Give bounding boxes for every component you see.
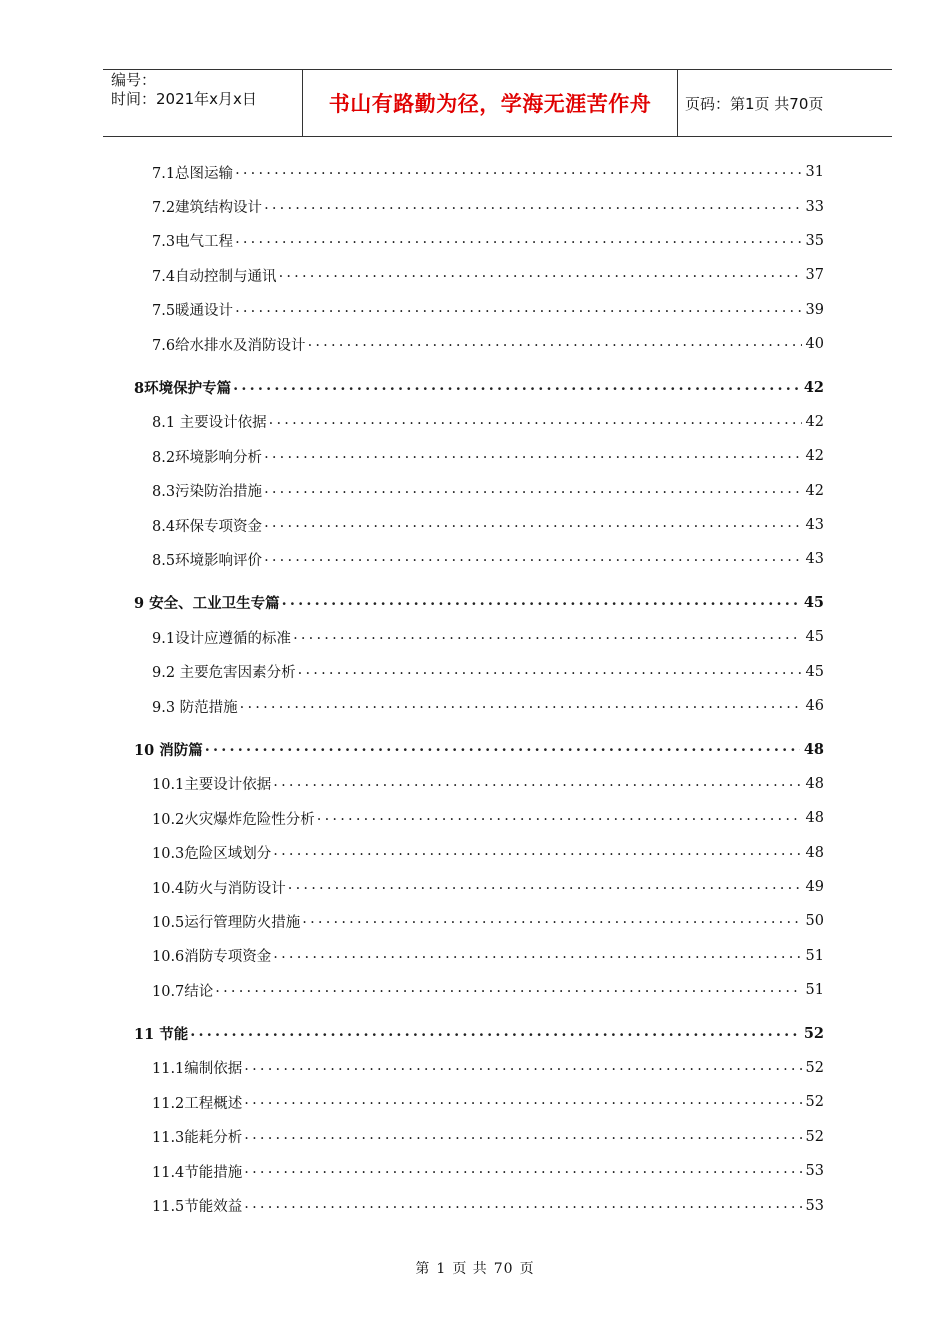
- toc-entry-page: 52: [803, 1025, 824, 1043]
- toc-section-row[interactable]: [134, 405, 824, 439]
- toc-entry-page: 53: [805, 1197, 824, 1214]
- toc-entry-page: 46: [805, 698, 824, 715]
- toc-entry-title: 8.1 主要设计依据: [152, 415, 267, 432]
- toc-dot-leader: [298, 663, 802, 681]
- toc-chapter-row[interactable]: [134, 1016, 824, 1050]
- toc-entry-title: 9.1设计应遵循的标准: [152, 630, 292, 647]
- toc-entry-page: 42: [805, 482, 824, 499]
- toc-dot-leader: [244, 1093, 801, 1111]
- toc-entry-page: 45: [805, 629, 824, 646]
- toc-entry-title: 9.3 防范措施: [152, 699, 238, 716]
- toc-entry-title: 10.3危险区域划分: [152, 846, 272, 863]
- toc-entry-page: 52: [805, 1059, 824, 1076]
- toc-entry-title: 10.4防火与消防设计: [152, 880, 286, 897]
- toc-dot-leader: [264, 447, 801, 465]
- toc-entry-page: 37: [805, 267, 824, 284]
- toc-entry-page: 39: [805, 301, 824, 318]
- toc-entry-page: 45: [803, 594, 824, 612]
- toc-section-row[interactable]: [134, 1154, 824, 1188]
- toc-section-row[interactable]: [134, 835, 824, 869]
- toc-section-row[interactable]: [134, 189, 824, 223]
- toc-dot-leader: [282, 594, 800, 612]
- toc-section-row[interactable]: [134, 801, 824, 835]
- footer-current-page: 1: [436, 1261, 447, 1277]
- toc-dot-leader: [317, 809, 802, 827]
- toc-dot-leader: [264, 550, 801, 568]
- toc-dot-leader: [235, 232, 801, 250]
- footer-suffix: 页: [519, 1261, 535, 1277]
- toc-entry-title: 8环境保护专篇: [134, 380, 232, 398]
- footer-middle: 页 共: [452, 1261, 488, 1277]
- toc-section-row[interactable]: [134, 293, 824, 327]
- toc-dot-leader: [240, 697, 802, 715]
- toc-section-row[interactable]: [134, 1188, 824, 1222]
- toc-section-row[interactable]: [134, 904, 824, 938]
- toc-entry-page: 42: [805, 448, 824, 465]
- toc-entry-page: 52: [805, 1128, 824, 1145]
- toc-dot-leader: [293, 628, 801, 646]
- toc-entry-title: 7.4自动控制与通讯: [152, 268, 277, 285]
- toc-entry-page: 31: [805, 164, 824, 181]
- toc-section-row[interactable]: [134, 654, 824, 688]
- toc-section-row[interactable]: [134, 689, 824, 723]
- toc-entry-title: 11.3能耗分析: [152, 1130, 243, 1147]
- toc-chapter-row[interactable]: [134, 732, 824, 766]
- toc-dot-leader: [215, 981, 801, 999]
- toc-entry-page: 52: [805, 1094, 824, 1111]
- toc-entry-page: 51: [805, 947, 824, 964]
- toc-section-row[interactable]: [134, 327, 824, 361]
- toc-entry-page: 35: [805, 232, 824, 249]
- toc-entry-title: 7.6给水排水及消防设计: [152, 337, 306, 354]
- toc-entry-page: 51: [805, 982, 824, 999]
- toc-dot-leader: [190, 1025, 800, 1043]
- toc-dot-leader: [269, 413, 802, 431]
- toc-entry-page: 43: [805, 551, 824, 568]
- toc-section-row[interactable]: [134, 939, 824, 973]
- serial-label: 编号：: [111, 71, 157, 89]
- toc-entry-title: 8.3污染防治措施: [152, 484, 263, 501]
- toc-dot-leader: [244, 1128, 801, 1146]
- footer-total-pages: 70: [493, 1261, 514, 1277]
- toc-entry-title: 11.1编制依据: [152, 1061, 243, 1078]
- toc-entry-page: 43: [805, 517, 824, 534]
- toc-section-row[interactable]: [134, 767, 824, 801]
- toc-entry-title: 10.1主要设计依据: [152, 777, 272, 794]
- toc-dot-leader: [244, 1059, 801, 1077]
- toc-dot-leader: [244, 1197, 801, 1215]
- toc-entry-title: 8.5环境影响评价: [152, 552, 263, 569]
- toc-dot-leader: [264, 516, 801, 534]
- time-label: 时间：2021年x月x日: [111, 90, 257, 108]
- toc-section-row[interactable]: [134, 542, 824, 576]
- toc-dot-leader: [244, 1162, 801, 1180]
- page-header: [103, 69, 892, 137]
- toc-entry-page: 42: [805, 413, 824, 430]
- toc-dot-leader: [264, 198, 801, 216]
- toc-entry-title: 7.2建筑结构设计: [152, 200, 263, 217]
- toc-chapter-row[interactable]: [134, 586, 824, 620]
- toc-entry-page: 40: [805, 336, 824, 353]
- header-meta: [103, 70, 303, 136]
- toc-chapter-row[interactable]: [134, 370, 824, 404]
- toc-section-row[interactable]: [134, 439, 824, 473]
- toc-entry-title: 10.7结论: [152, 983, 214, 1000]
- toc-entry-page: 48: [805, 775, 824, 792]
- toc-entry-title: 8.4环保专项资金: [152, 518, 263, 535]
- toc-section-row[interactable]: [134, 1085, 824, 1119]
- toc-entry-title: 10 消防篇: [134, 741, 203, 759]
- toc-dot-leader: [233, 379, 800, 397]
- toc-section-row[interactable]: [134, 155, 824, 189]
- page-footer: [0, 1258, 950, 1278]
- toc-entry-title: 11.4节能措施: [152, 1164, 243, 1181]
- toc-entry-title: 10.5运行管理防火措施: [152, 914, 301, 931]
- toc-entry-title: 7.1总图运输: [152, 165, 234, 182]
- toc-dot-leader: [235, 301, 801, 319]
- toc-entry-title: 11.2工程概述: [152, 1095, 243, 1112]
- toc-section-row[interactable]: [134, 224, 824, 258]
- toc-entry-page: 48: [805, 844, 824, 861]
- toc-dot-leader: [273, 947, 801, 965]
- toc-entry-page: 50: [805, 913, 824, 930]
- header-page-info: 页码：第1页 共70页: [685, 94, 824, 113]
- toc-dot-leader: [264, 482, 801, 500]
- table-of-contents: [134, 155, 824, 1223]
- toc-section-row[interactable]: [134, 973, 824, 1007]
- toc-entry-title: 10.6消防专项资金: [152, 949, 272, 966]
- toc-entry-title: 11 节能: [134, 1026, 189, 1044]
- toc-entry-title: 8.2环境影响分析: [152, 449, 263, 466]
- toc-dot-leader: [288, 878, 802, 896]
- toc-entry-page: 33: [805, 198, 824, 215]
- toc-section-row[interactable]: [134, 1120, 824, 1154]
- toc-section-row[interactable]: [134, 870, 824, 904]
- toc-entry-page: 48: [803, 740, 824, 758]
- toc-section-row[interactable]: [134, 620, 824, 654]
- toc-entry-page: 53: [805, 1163, 824, 1180]
- toc-section-row[interactable]: [134, 258, 824, 292]
- toc-entry-title: 9 安全、工业卫生专篇: [134, 595, 280, 613]
- toc-entry-page: 48: [805, 810, 824, 827]
- toc-dot-leader: [235, 163, 801, 181]
- toc-dot-leader: [279, 266, 802, 284]
- header-motto: 书山有路勤为径，学海无涯苦作舟: [303, 70, 678, 136]
- footer-prefix: 第: [415, 1261, 431, 1277]
- toc-dot-leader: [205, 740, 800, 758]
- toc-entry-page: 42: [803, 379, 824, 397]
- toc-entry-title: 7.5暖通设计: [152, 303, 234, 320]
- toc-entry-title: 10.2火灾爆炸危险性分析: [152, 811, 315, 828]
- toc-section-row[interactable]: [134, 1051, 824, 1085]
- toc-dot-leader: [302, 912, 801, 930]
- toc-dot-leader: [273, 844, 801, 862]
- toc-entry-title: 9.2 主要危害因素分析: [152, 665, 296, 682]
- toc-entry-page: 45: [805, 663, 824, 680]
- toc-section-row[interactable]: [134, 474, 824, 508]
- toc-dot-leader: [273, 775, 801, 793]
- toc-section-row[interactable]: [134, 508, 824, 542]
- toc-entry-title: 11.5节能效益: [152, 1199, 243, 1216]
- toc-dot-leader: [308, 335, 802, 353]
- toc-entry-page: 49: [805, 879, 824, 895]
- toc-entry-title: 7.3电气工程: [152, 234, 234, 251]
